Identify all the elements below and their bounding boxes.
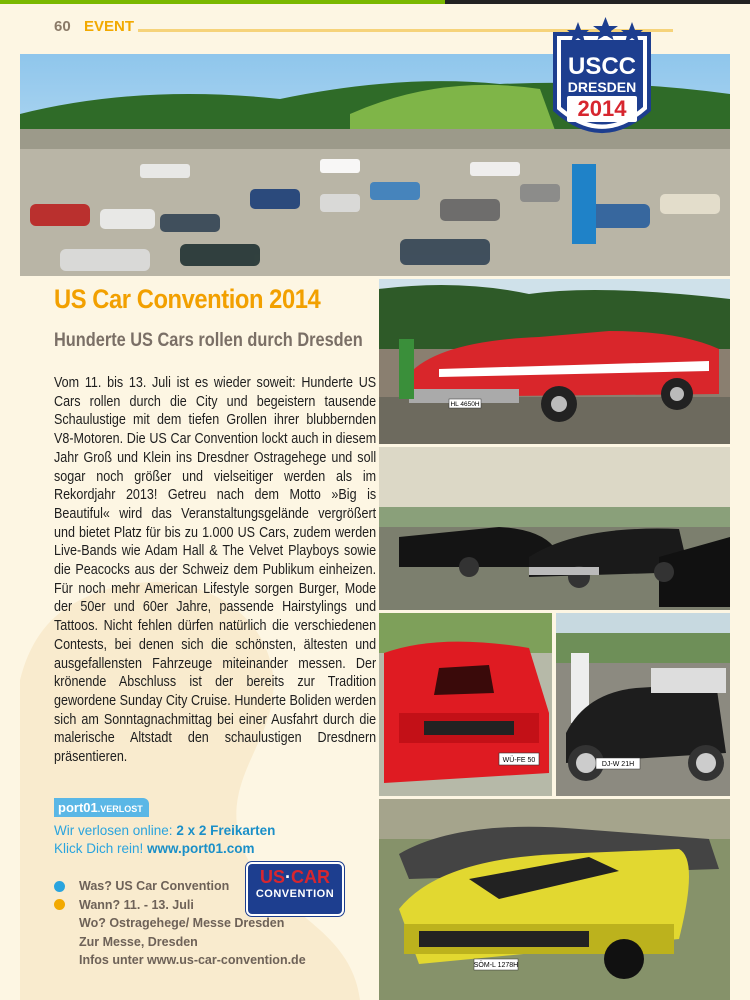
badge-line3: 2014 [577,96,627,121]
bullet-icon [54,881,65,892]
info-link[interactable]: Infos unter www.us-car-convention.de [79,953,306,968]
badge-line2: DRESDEN [567,79,637,95]
section-label: EVENT [84,18,135,35]
port01-link[interactable]: www.port01.com [147,841,255,856]
photo-red-torino [379,279,730,444]
article-subhead: Hunderte US Cars rollen durch Dresden [54,330,363,351]
photo-vintage-roadster [556,613,730,796]
plate-charger: WÜ-FE 50 [502,757,536,764]
badge-line1: USCC [567,53,637,80]
event-info: Was? US Car Convention Wann? 11. - 13. Juli Wo? Ostragehege/ Messe Dresden Zur Messe, Dresden Infos unter www.us-car-convention.de [54,877,306,970]
uscc-dresden-badge [547,12,657,140]
giveaway-text: Wir verlosen online: 2 x 2 Freikarten Klick Dich rein! www.port01.com [54,823,276,856]
plate-roadster: DJ-W 21H [601,761,635,768]
plate-ford: HL 4650H [450,401,480,408]
photo-red-charger [379,613,552,796]
bullet-icon [54,899,65,910]
photo-black-cadillacs [379,447,730,610]
plate-challenger: SÖM-L 1278H [473,962,519,969]
port01-verlost-badge: port01.VERLOST [54,798,149,817]
article-body: Vom 11. bis 13. Juli ist es wieder soweit: Hunderte US Cars rollen durch die City und begeistern tausende Schaulustige mit dem tiefen Grollen ihrer blubbernden V8-Motoren. Die US Car Convention lockt auch in diesem Jahr Groß und Klein ins Dresdner Ostragehege und soll sogar noch größer und vielseitiger werden als im Rekordjahr 2013! Getreu nach dem Motto »Big is Beautiful« wird das Veranstaltungsgelände vergrößert und bietet Platz für bis zu 1.000 US Cars, zudem werden Live-Bands wie Adam Hall & The Velvet Playboys sowie die Peacocks aus der Schweiz dem Publikum einheizen. Für noch mehr American Lifestyle sorgen Burger, Mode der 50er und 60er Jahre, passende Hairstylings und Tattoos. Nicht fehlen dürfen natürlich die verschiedenen Contests, bei denen sich die schönsten, ältesten und ausgefallensten Fahrzeuge miteinander messen. Der krönende Abschluss ist der bereits zur Tradition gewordene Sunday City Cruise. Hunderte Boliden werden sich am Sonntagnachmittag bei einer Ausfahrt durch die malerische Altstadt den schaulustigen Dresdnern präsentieren. [54,375,377,766]
us-car-convention-logo: US·CAR CONVENTION [246,862,344,916]
top-accent-bar [0,0,445,4]
page-number: 60 [54,18,71,35]
article-headline: US Car Convention 2014 [54,284,321,314]
top-dark-bar [445,0,750,4]
photo-yellow-challenger [379,799,730,1000]
